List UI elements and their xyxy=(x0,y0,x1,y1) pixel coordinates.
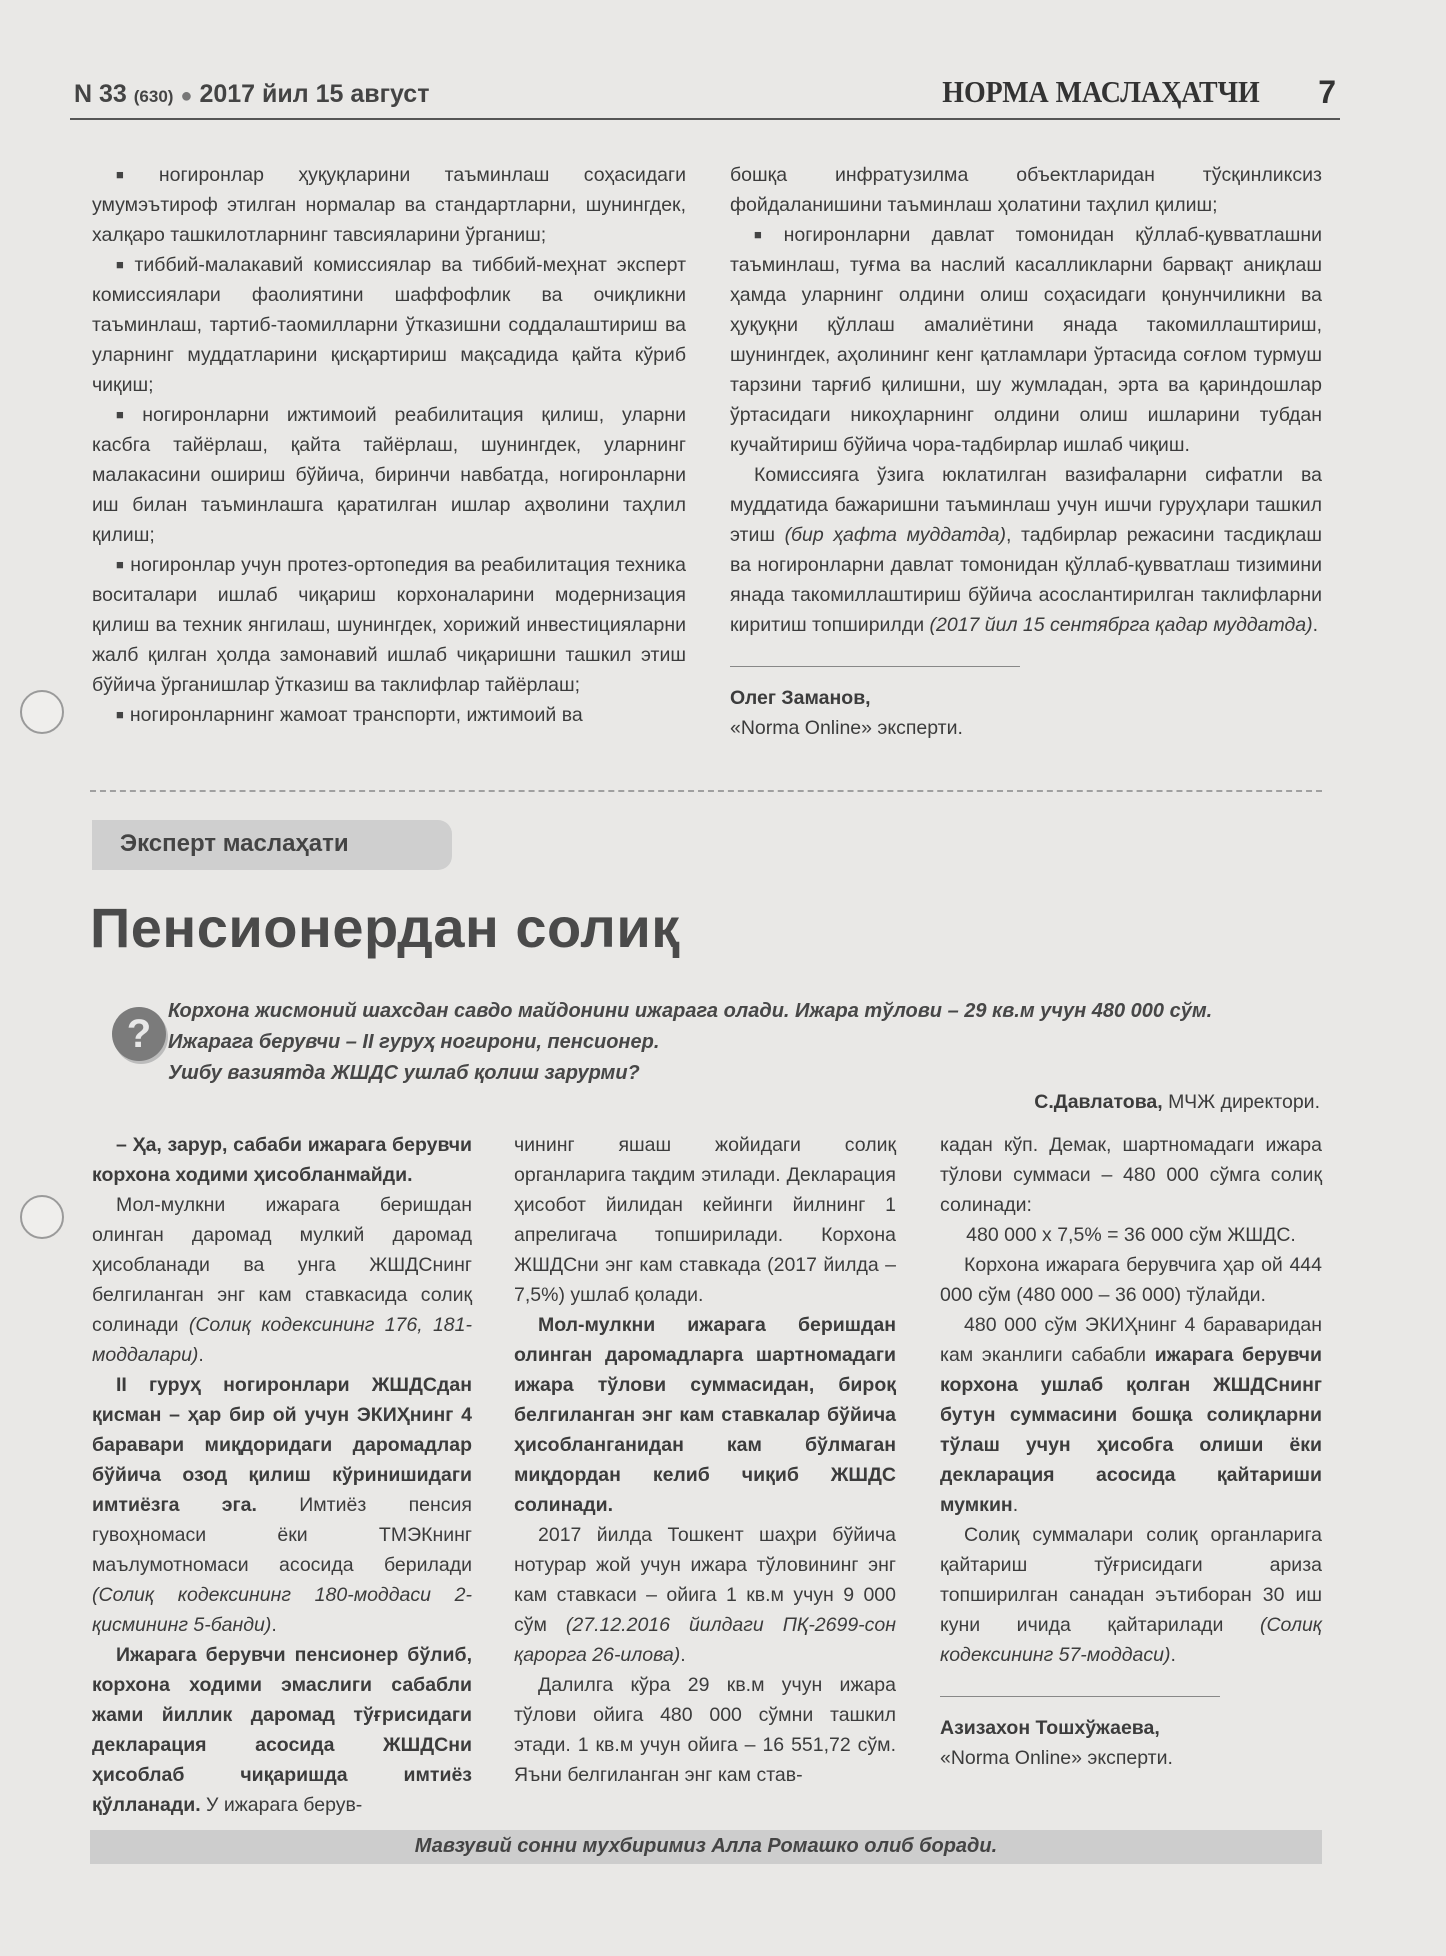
list-item: ■ ногиронларни ижтимоий реабилитация қилиш, уларни касбга тайёрлаш, қайта тайёрлаш, шунингдек, уларнинг малакасини ошириш бўйича, биринчи навбатда, ногиронларни иш билан таъминлашга қаратилган ишлар аҳволини таҳлил қилиш; xyxy=(92,404,686,546)
signature-divider xyxy=(940,1696,1220,1697)
reader-question xyxy=(168,996,1212,1089)
paragraph: Корхона ижарага берувчига ҳар ой 444 000 сўм (480 000 – 36 000) тўлайди. xyxy=(940,1254,1322,1306)
paragraph: кадан кўп. Демак, шартномадаги ижара тўлови суммаси – 480 000 сўмга солиқ солинади: xyxy=(940,1134,1322,1216)
square-bullet-icon: ■ xyxy=(116,407,137,422)
top-right-column xyxy=(730,160,1322,743)
section-tag-label: Эксперт маслаҳати xyxy=(120,830,349,857)
paragraph: бошқа инфратузилма объектларидан тўсқинликсиз фойдаланишини таъминлаш ҳолатини таҳлил қилиш; xyxy=(730,164,1322,216)
top-left-column xyxy=(92,160,686,730)
author-role: «Norma Online» эксперти. xyxy=(730,717,963,739)
question-asker xyxy=(1034,1091,1320,1114)
reference: (бир ҳафта муддатда) xyxy=(784,524,1007,546)
issue-date: 2017 йил 15 август xyxy=(199,80,430,108)
section-tag xyxy=(92,820,452,870)
reference: (27.12.2016 йилдаги ПҚ-2699-сон қарорга 26-илова) xyxy=(514,1614,897,1666)
issue-info xyxy=(74,80,429,109)
list-item: ■ ногиронлар учун протез-ортопедия ва реабилитация техника воситалари ишлаб чиқариш корхоналарини модернизация қилиш ва техник янгилаш, шунингдек, хорижий инвестицияларни жалб қилган ҳолда замонавий ишлаб чиқаришни ташкил этиш бўйича ўрганишлар ўтказиш ва таклифлар тайёрлаш; xyxy=(92,554,686,696)
question-line: Ушбу вазиятда ЖШДС ушлаб қолиш зарурми? xyxy=(168,1062,640,1084)
reference: (Солиқ кодексининг 176, 181-моддалари) xyxy=(92,1314,472,1366)
paragraph: Комиссияга ўзига юклатилган вазифаларни сифатли ва муддатида бажаришни таъминлаш учун ишчи гуруҳлари ташкил этиш (бир ҳафта муддатда), тадбирлар режасини тасдиқлаш ва ногиронларни давлат томонидан қўллаб-қувватлаш тизимини янада такомиллаштириш бўйича асослантирилган таклифларни киритиш топширилди (2017 йил 15 сентябрга қадар муддатда). xyxy=(730,464,1322,636)
footer-bar xyxy=(90,1830,1322,1864)
reference: (2017 йил 15 сентябрга қадар муддатда) xyxy=(929,614,1313,636)
binder-hole xyxy=(20,1195,64,1239)
paragraph: 2017 йилда Тошкент шаҳри бўйича нотурар жой учун ижара тўловининг энг кам ставкаси – ойига 1 кв.м учун 9 000 сўм (27.12.2016 йилдаги ПҚ-2699-сон қарорга 26-илова). xyxy=(514,1524,897,1666)
list-item: ■ тиббий-малакавий комиссиялар ва тиббий-меҳнат эксперт комиссиялари фаолиятини шаффофлик ва очиқликни таъминлаш, тартиб-таомилларни ўтказишни соддалаштириш ва уларнинг муддатларини қисқартириш мақсадида қайта кўриб чиқиш; xyxy=(92,254,686,396)
paragraph: 480 000 сўм ЭКИҲнинг 4 бараваридан кам эканлиги сабабли ижарага берувчи корхона ушлаб қолган ЖШДСнинг бутун суммасини бошқа солиқларни тўлаш учун ҳисобга олиши ёки декларация асосида қайтариши мумкин. xyxy=(940,1314,1322,1516)
paragraph: Далилга кўра 29 кв.м учун ижара тўлови ойига 480 000 сўмни ташкил этади. 1 кв.м учун ойига – 16 551,72 сўм. Яъни белгиланган энг кам став- xyxy=(514,1674,896,1786)
answer-column-3 xyxy=(940,1130,1322,1773)
paragraph: Ижарага берувчи пенсионер бўлиб, корхона ходими эмаслиги сабабли жами йиллик даромад тўғрисидаги декларация асосида ЖШДСни ҳисоблаб чиқаришда имтиёз қўлланади. У ижарага берув- xyxy=(92,1644,472,1816)
paragraph: II гуруҳ ногиронлари ЖШДСдан қисман – ҳар бир ой учун ЭКИҲнинг 4 баравари миқдоридаги даромадлар бўйича озод қилиш кўринишидаги имтиёзга эга. Имтиёз пенсия гувоҳномаси ёки ТМЭКнинг маълумотномаси асосида берилади (Солиқ кодексининг 180-моддаси 2-қисмининг 5-банди). xyxy=(92,1374,472,1636)
answer-column-1 xyxy=(92,1130,472,1820)
paragraph: Мол-мулкни ижарага беришдан олинган даромадларга шартномадаги ижара тўлови суммасидан, бироқ белгиланган энг кам ставкалар бўйича ҳисобланганидан кам бўлмаган миқдордан келиб чиқиб ЖШДС солинади. xyxy=(514,1314,896,1516)
issue-sub: (630) xyxy=(133,87,174,106)
section-divider xyxy=(90,790,1322,792)
question-icon: ? xyxy=(112,1007,166,1061)
reference: (Солиқ кодексининг 57-моддаси) xyxy=(940,1614,1322,1666)
author-name: Азизахон Тошхўжаева, xyxy=(940,1717,1160,1739)
article-headline: Пенсионердан солиқ xyxy=(90,896,680,959)
list-item: ■ ногиронларни давлат томонидан қўллаб-қувватлашни таъминлаш, туғма ва наслий касалликларни барвақт аниқлаш ҳамда уларнинг олдини олиш соҳасидаги қонунчиликни ва ҳуқуқни қўллаш амалиётини янада такомиллаштириш, шунингдек, аҳолининг кенг қатламлари ўртасида соғлом турмуш тарзини тарғиб қилишни, шу жумладан, эрта ва қариндошлар ўртасидаги никоҳларнинг олдини олиш ишларини тубдан кучайтириш бўйича чора-тадбирлар ишлаб чиқиш. xyxy=(730,224,1323,456)
list-item: ■ ногиронлар ҳуқуқларини таъминлаш соҳасидаги умумэътироф этилган нормалар ва стандартларни, шунингдек, халқаро ташкилотларнинг тавсияларини ўрганиш; xyxy=(92,164,687,246)
square-bullet-icon: ■ xyxy=(116,257,129,272)
page-header xyxy=(70,70,1340,120)
answer-column-2 xyxy=(514,1130,896,1790)
page-number: 7 xyxy=(1318,74,1336,110)
asker-name: С.Давлатова, xyxy=(1034,1091,1163,1113)
reference: (Солиқ кодексининг 180-моддаси 2-қисмининг 5-банди) xyxy=(92,1584,472,1636)
masthead: НОРМА МАСЛАҲАТЧИ xyxy=(942,74,1260,109)
binder-hole xyxy=(20,690,64,734)
bullet-icon: ● xyxy=(180,85,193,107)
footer-text: Мавзувий сонни мухбиримиз Алла Ромашко олиб боради. xyxy=(414,1835,998,1857)
asker-role: МЧЖ директори. xyxy=(1162,1091,1320,1113)
list-item: ■ ногиронларнинг жамоат транспорти, ижтимоий ва xyxy=(116,704,583,726)
square-bullet-icon: ■ xyxy=(116,167,153,182)
author-name: Олег Заманов, xyxy=(730,687,871,709)
square-bullet-icon: ■ xyxy=(116,707,124,722)
square-bullet-icon: ■ xyxy=(754,227,778,242)
paragraph: чининг яшаш жойидаги солиқ органларига тақдим этилади. Декларация ҳисобот йилидан кейинги йилнинг 1 апрелигача топширилади. Корхона ЖШДСни энг кам ставкада (2017 йилда – 7,5%) ушлаб қолади. xyxy=(514,1134,896,1306)
question-line: Ижарага берувчи – II гуруҳ ногирони, пенсионер. xyxy=(168,1031,660,1053)
paragraph: Солиқ суммалари солиқ органларига қайтариш тўғрисидаги ариза топширилган санадан эътиборан 30 иш куни ичида қайтарилади (Солиқ кодексининг 57-моддаси). xyxy=(940,1524,1322,1666)
issue-number: N 33 xyxy=(74,80,127,108)
author-role: «Norma Online» эксперти. xyxy=(940,1747,1173,1769)
square-bullet-icon: ■ xyxy=(116,557,125,572)
paragraph: – Ҳа, зарур, сабаби ижарага берувчи корхона ходими ҳисобланмайди. xyxy=(92,1134,472,1186)
question-line: Корхона жисмоний шахсдан савдо майдонини ижарага олади. Ижара тўлови – 29 кв.м учун 480 000 сўм. xyxy=(168,1000,1213,1022)
formula: 480 000 x 7,5% = 36 000 сўм ЖШДС. xyxy=(966,1224,1296,1246)
paragraph: Мол-мулкни ижарага беришдан олинган даромад мулкий даромад ҳисобланади ва унга ЖШДСнинг белгиланган энг кам ставкасида солиқ солинади (Солиқ кодексининг 176, 181-моддалари). xyxy=(92,1194,472,1366)
signature-divider xyxy=(730,666,1020,667)
